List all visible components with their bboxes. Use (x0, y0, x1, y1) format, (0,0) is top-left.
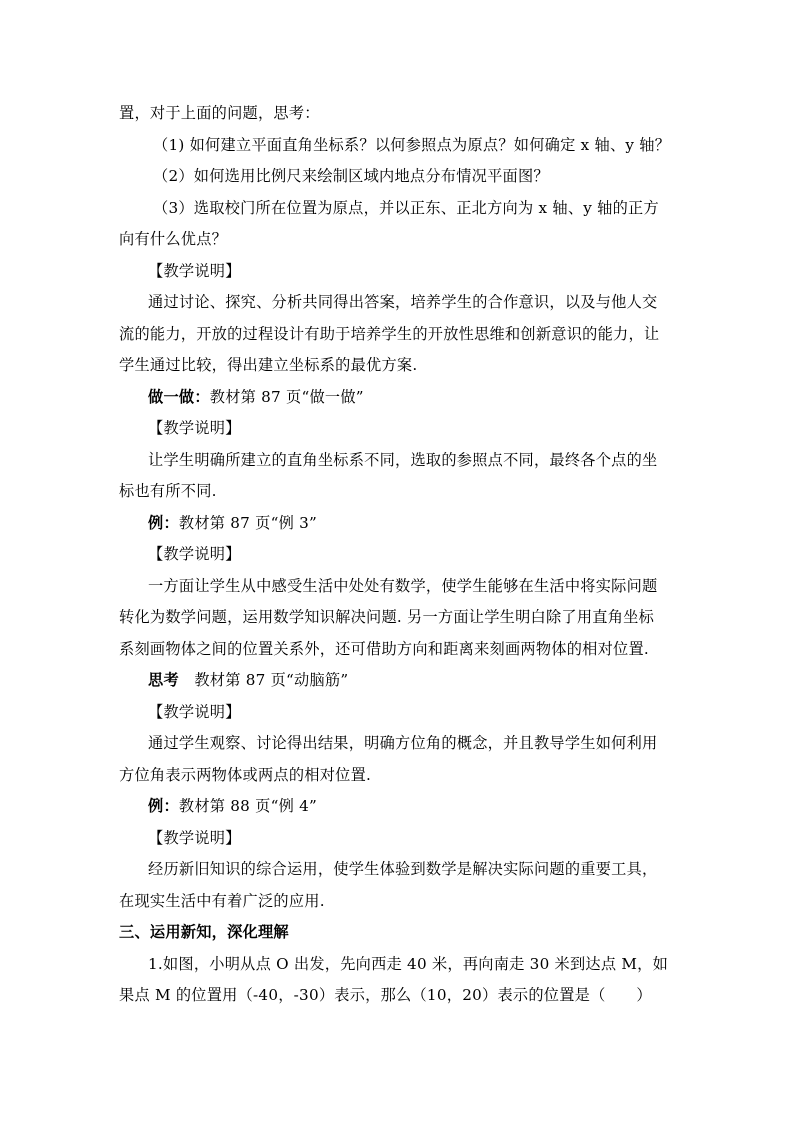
teaching-note-heading-3: 【教学说明】 (148, 545, 241, 563)
text-line-1: 置，对于上面的问题，思考： (119, 104, 320, 122)
example-label: 例： (148, 514, 179, 532)
teaching-note-4-line-2: 方位角表示两物体或两点的相对位置. (119, 766, 372, 784)
think-text: 教材第 87 页“动脑筋” (178, 671, 349, 689)
think-label: 思考 (148, 671, 179, 689)
teaching-note-heading-5: 【教学说明】 (148, 829, 241, 847)
example-text: 教材第 88 页“例 4” (178, 797, 318, 815)
exercise-1-line-1: 1.如图，小明从点 O 出发，先向西走 40 米，再向南走 30 米到达点 M，如 (148, 955, 669, 973)
teaching-note-3-line-1: 一方面让学生从中感受生活中处处有数学，使学生能够在生活中将实际问题 (148, 577, 658, 595)
teaching-note-2-line-2: 标也有所不同. (119, 482, 217, 500)
activity-do-it (148, 387, 364, 407)
teaching-note-1-line-2: 流的能力，开放的过程设计有助于培养学生的开放性思维和创新意识的能力，让 (119, 325, 660, 343)
teaching-note-3-line-2: 转化为数学问题，运用数学知识解决问题. 另一方面让学生明白除了用直角坐标 (119, 608, 655, 626)
exercise-1-line-2: 果点 M 的位置用（-40，-30）表示，那么（10，20）表示的位置是（ ） (119, 986, 652, 1004)
teaching-note-5-line-1: 经历新旧知识的综合运用，使学生体验到数学是解决实际问题的重要工具， (148, 860, 658, 878)
teaching-note-2-line-1: 让学生明确所建立的直角坐标系不同，选取的参照点不同，最终各个点的坐 (148, 451, 658, 469)
teaching-note-5-line-2: 在现实生活中有着广泛的应用. (119, 892, 325, 910)
think-brain-teaser (148, 670, 348, 690)
example-label: 例： (148, 797, 179, 815)
question-3: （3）选取校门所在位置为原点，并以正东、正北方向为 x 轴、y 轴的正方 (153, 199, 659, 217)
question-3-continued: 向有什么优点？ (119, 230, 228, 248)
example-4 (148, 796, 317, 816)
teaching-note-1-line-3: 学生通过比较，得出建立坐标系的最优方案. (119, 356, 418, 374)
example-3 (148, 513, 317, 533)
question-2: （2）如何选用比例尺来绘制区域内地点分布情况平面图？ (153, 167, 549, 185)
section-heading-3: 三、运用新知，深化理解 (119, 923, 289, 941)
question-1: （1) 如何建立平面直角坐标系？以何参照点为原点？如何确定 x 轴、y 轴？ (153, 136, 671, 154)
example-text: 教材第 87 页“例 3” (178, 514, 318, 532)
teaching-note-heading-1: 【教学说明】 (148, 262, 241, 280)
activity-label: 做一做： (148, 388, 210, 406)
teaching-note-3-line-3: 系刻画物体之间的位置关系外，还可借助方向和距离来刻画两物体的相对位置. (119, 640, 649, 658)
activity-text: 教材第 87 页“做一做” (209, 388, 364, 406)
teaching-note-1-line-1: 通过讨论、探究、分析共同得出答案，培养学生的合作意识，以及与他人交 (148, 293, 658, 311)
teaching-note-4-line-1: 通过学生观察、讨论得出结果，明确方位角的概念，并且教导学生如何利用 (148, 734, 658, 752)
teaching-note-heading-4: 【教学说明】 (148, 703, 241, 721)
teaching-note-heading-2: 【教学说明】 (148, 419, 241, 437)
